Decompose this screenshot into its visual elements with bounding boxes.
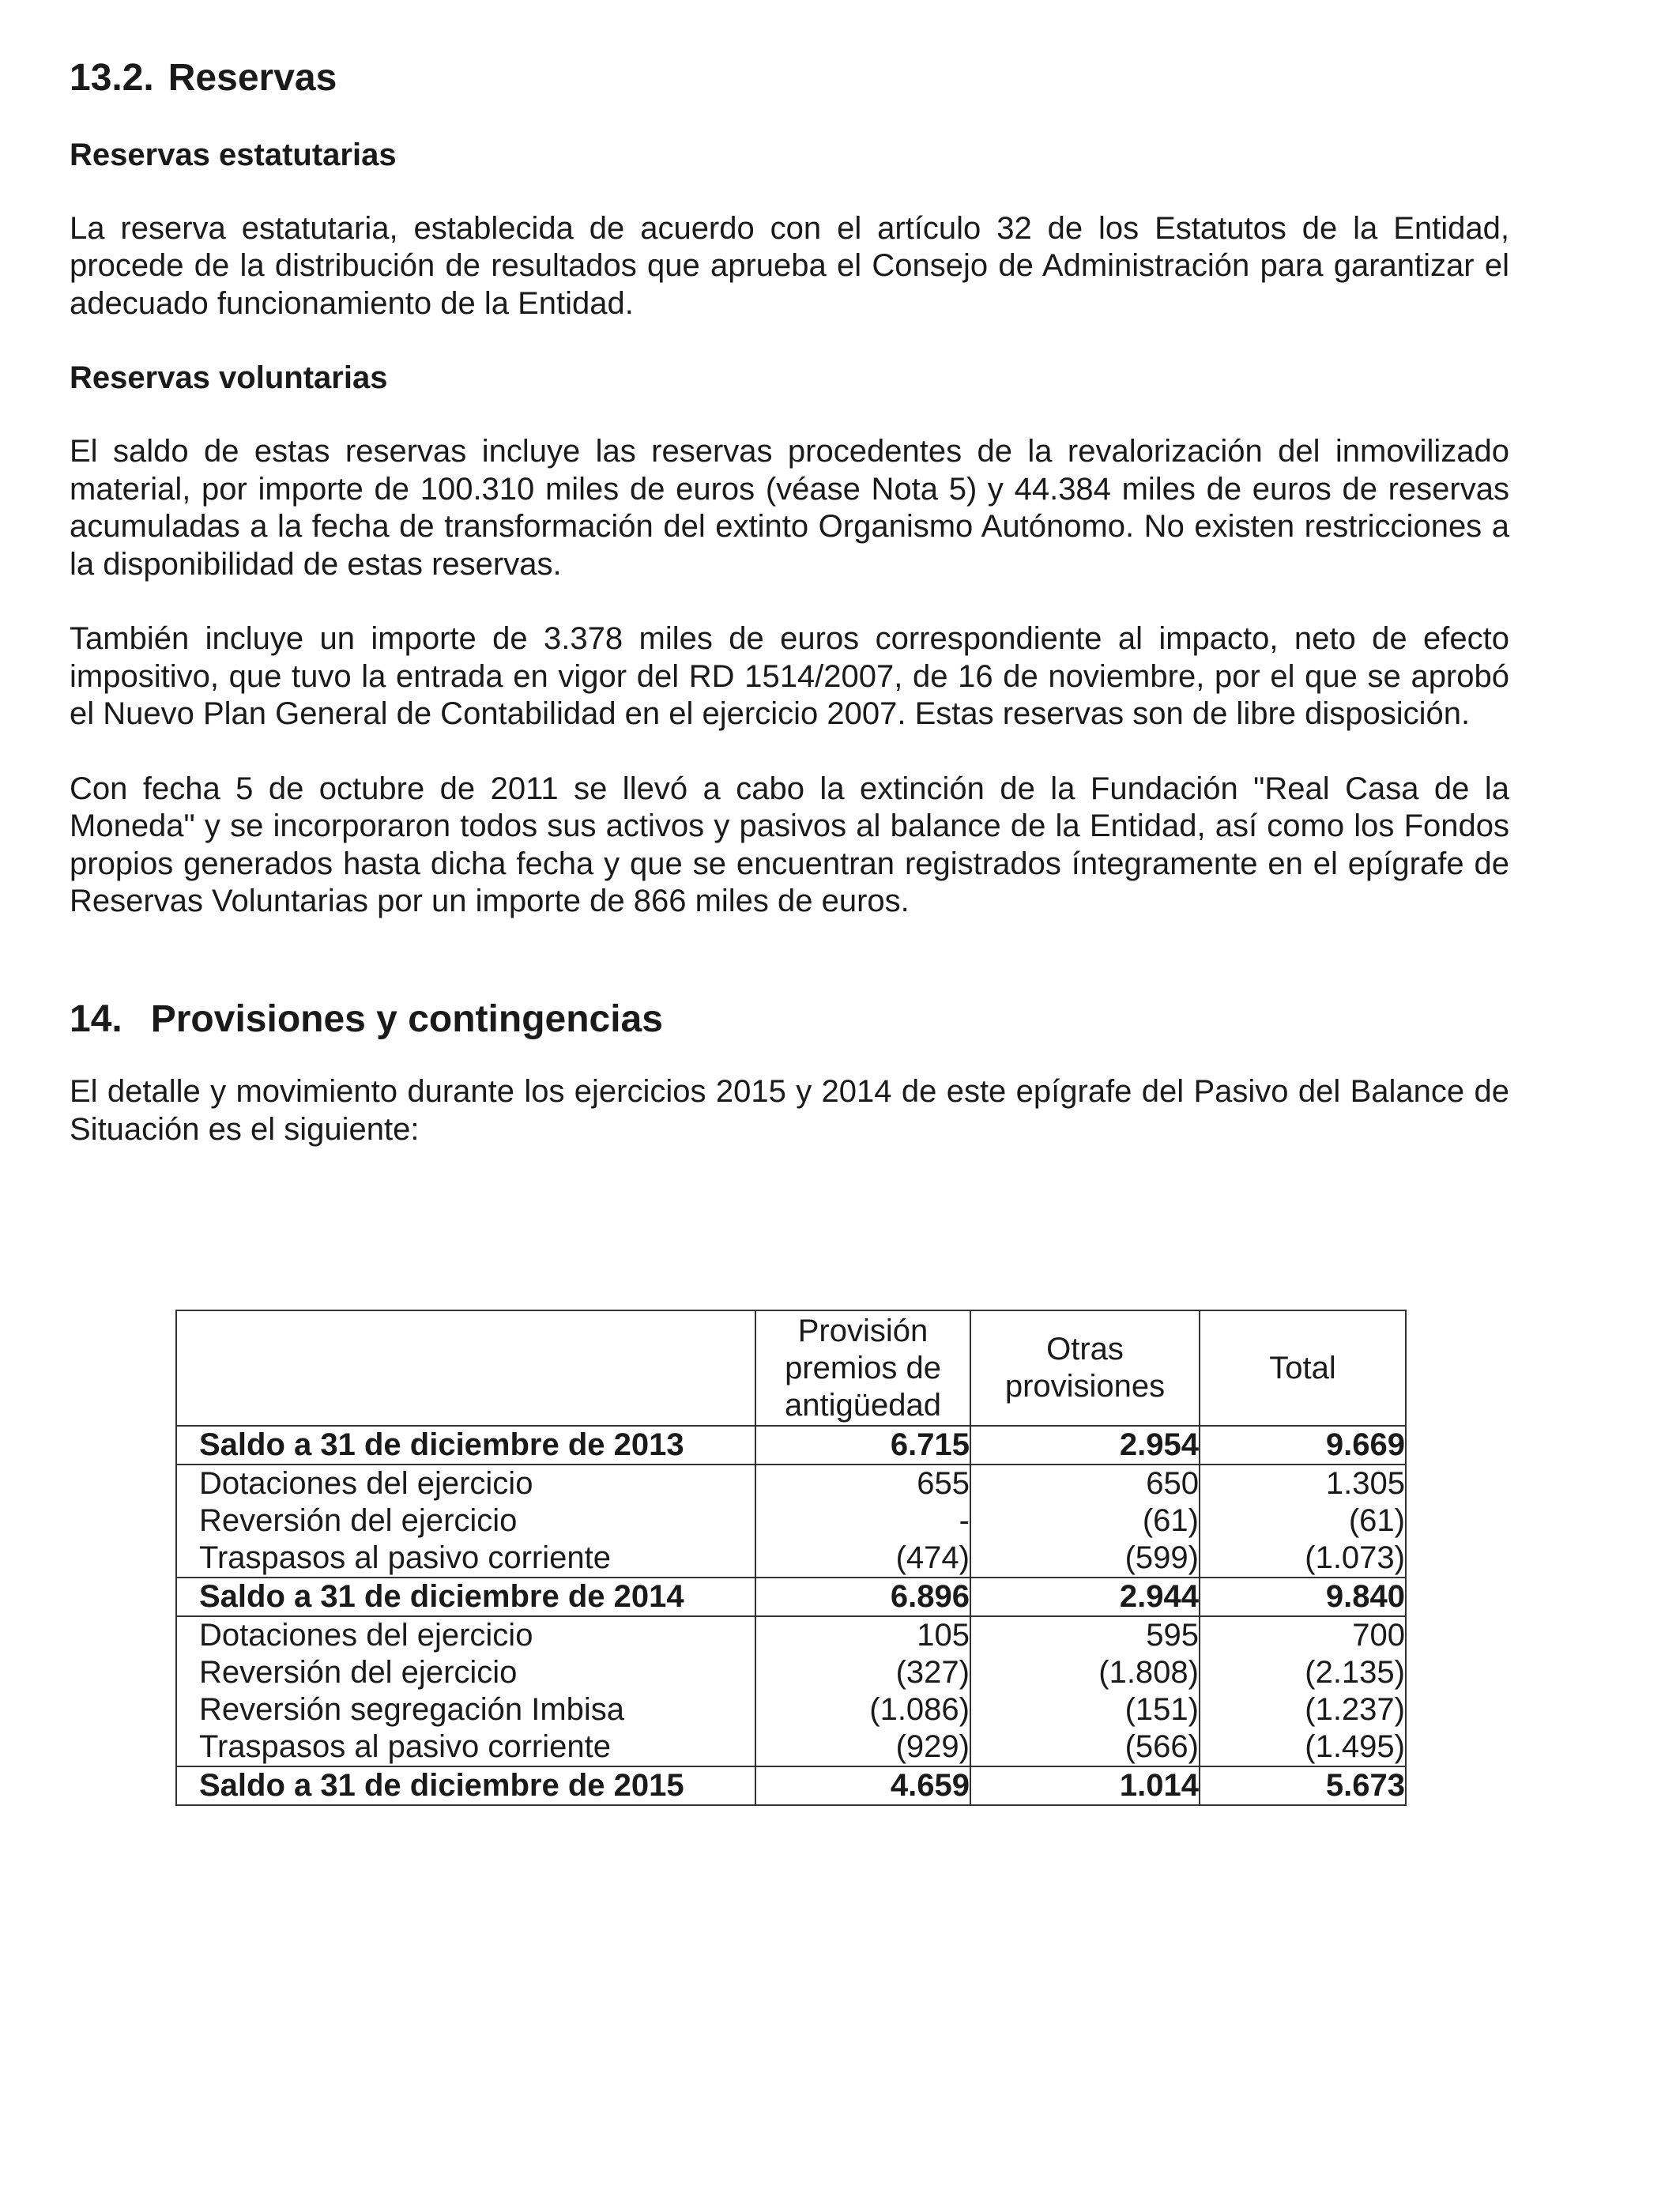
cell-premios: (474) (755, 1540, 970, 1578)
estatutarias-paragraph: La reserva estatutaria, establecida de acuerdo con el artículo 32 de los Estatutos de la Entidad, procede de la distribución de resultados que aprueba el Consejo de Administración para garantizar el adecuado funcionamiento de la Entidad. (70, 210, 1509, 321)
header-total: Total (1200, 1310, 1406, 1426)
cell-premios: 4.659 (755, 1766, 970, 1805)
row-label: Traspasos al pasivo corriente (176, 1540, 755, 1578)
table-row (176, 1502, 1406, 1540)
provisions-table (175, 1310, 1407, 1806)
table-row (176, 1540, 1406, 1578)
row-label: Saldo a 31 de diciembre de 2014 (176, 1578, 755, 1616)
section-title: Reservas (168, 57, 337, 99)
table-row (176, 1465, 1406, 1502)
cell-otras: (599) (970, 1540, 1200, 1578)
table-row-saldo-2015 (176, 1766, 1406, 1805)
cell-premios: (327) (755, 1654, 970, 1691)
document-page (70, 55, 1509, 1148)
section-title: Provisiones y contingencias (150, 997, 663, 1040)
cell-otras: 2.954 (970, 1426, 1200, 1465)
header-line: Otras (1046, 1332, 1124, 1367)
row-label: Reversión del ejercicio (176, 1502, 755, 1540)
cell-premios: (929) (755, 1728, 970, 1766)
table-row (176, 1616, 1406, 1654)
cell-premios: (1.086) (755, 1691, 970, 1728)
cell-total: (1.073) (1200, 1540, 1406, 1578)
cell-otras: (566) (970, 1728, 1200, 1766)
header-line: antigüedad (785, 1387, 941, 1423)
row-label: Reversión segregación Imbisa (176, 1691, 755, 1728)
cell-otras: (61) (970, 1502, 1200, 1540)
voluntarias-paragraph-1: El saldo de estas reservas incluye las reservas procedentes de la revalorización del inmovilizado material, por importe de 100.310 miles de euros (véase Nota 5) y 44.384 miles de euros de reservas acumuladas a la fecha de transformación del extinto Organismo Autónomo. No existen restricciones a la disponibilidad de estas reservas. (70, 434, 1509, 582)
cell-total: (61) (1200, 1502, 1406, 1540)
cell-total: 9.669 (1200, 1426, 1406, 1465)
cell-total: 5.673 (1200, 1766, 1406, 1805)
row-label: Reversión del ejercicio (176, 1654, 755, 1691)
section-13-2-heading (70, 55, 1509, 101)
cell-otras: 1.014 (970, 1766, 1200, 1805)
header-line: provisiones (1004, 1369, 1166, 1404)
voluntarias-heading: Reservas voluntarias (70, 360, 388, 396)
cell-premios: - (755, 1502, 970, 1540)
section-14-heading (70, 997, 1509, 1042)
cell-total: (1.237) (1200, 1691, 1406, 1728)
estatutarias-heading: Reservas estatutarias (70, 137, 397, 172)
row-label: Saldo a 31 de diciembre de 2015 (176, 1766, 755, 1805)
table-header-row (176, 1310, 1406, 1426)
table-row-saldo-2013 (176, 1426, 1406, 1465)
header-otras-provisiones (970, 1310, 1200, 1426)
table-row-saldo-2014 (176, 1578, 1406, 1616)
cell-total: (1.495) (1200, 1728, 1406, 1766)
cell-otras: (151) (970, 1691, 1200, 1728)
row-label: Traspasos al pasivo corriente (176, 1728, 755, 1766)
cell-total: 1.305 (1200, 1465, 1406, 1502)
header-provision-premios (755, 1310, 970, 1426)
cell-total: 700 (1200, 1616, 1406, 1654)
cell-otras: 650 (970, 1465, 1200, 1502)
cell-otras: 595 (970, 1616, 1200, 1654)
row-label: Dotaciones del ejercicio (176, 1616, 755, 1654)
section-number: 14. (70, 997, 122, 1040)
table-row (176, 1728, 1406, 1766)
row-label: Saldo a 31 de diciembre de 2013 (176, 1426, 755, 1465)
header-line: premios de (785, 1350, 941, 1385)
cell-otras: 2.944 (970, 1578, 1200, 1616)
cell-premios: 6.896 (755, 1578, 970, 1616)
cell-premios: 105 (755, 1616, 970, 1654)
cell-total: 9.840 (1200, 1578, 1406, 1616)
cell-premios: 655 (755, 1465, 970, 1502)
cell-total: (2.135) (1200, 1654, 1406, 1691)
section-number: 13.2. (70, 57, 154, 99)
voluntarias-paragraph-2: También incluye un importe de 3.378 miles de euros correspondiente al impacto, neto de efecto impositivo, que tuvo la entrada en vigor del RD 1514/2007, de 16 de noviembre, por el que se aprobó el Nuevo Plan General de Contabilidad en el ejercicio 2007. Estas reservas son de libre disposición. (70, 621, 1509, 732)
header-line: Provisión (797, 1313, 929, 1348)
voluntarias-paragraph-3: Con fecha 5 de octubre de 2011 se llevó a cabo la extinción de la Fundación "Real Casa de la Moneda" y se incorporaron todos sus activos y pasivos al balance de la Entidad, así como los Fondos propios generados hasta dicha fecha y que se encuentran registrados íntegramente en el epígrafe de Reservas Voluntarias por un importe de 866 miles de euros. (70, 771, 1509, 919)
cell-otras: (1.808) (970, 1654, 1200, 1691)
table-row (176, 1654, 1406, 1691)
cell-premios: 6.715 (755, 1426, 970, 1465)
row-label: Dotaciones del ejercicio (176, 1465, 755, 1502)
table-row (176, 1691, 1406, 1728)
section-14-intro: El detalle y movimiento durante los ejercicios 2015 y 2014 de este epígrafe del Pasivo del Balance de Situación es el siguiente: (70, 1074, 1509, 1147)
header-empty-cell (176, 1310, 755, 1426)
